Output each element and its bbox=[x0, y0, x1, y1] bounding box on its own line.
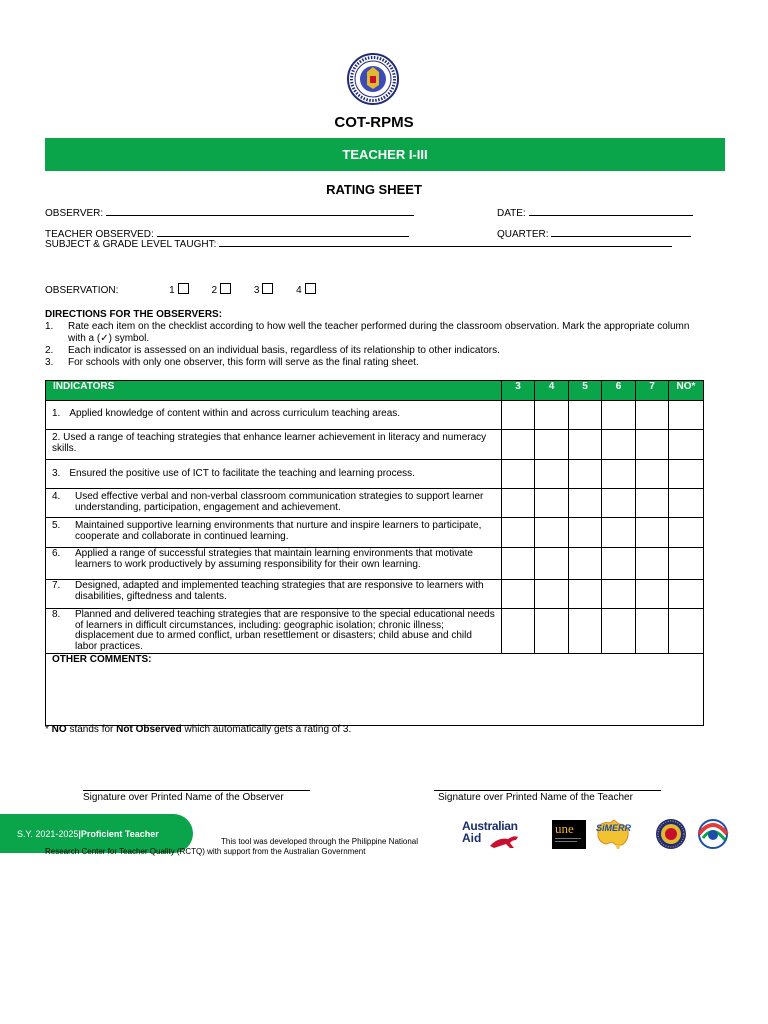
column-header-5: 5 bbox=[569, 381, 602, 401]
rating-cell[interactable] bbox=[602, 460, 636, 489]
observer-label: OBSERVER: bbox=[45, 208, 104, 219]
rating-cell[interactable] bbox=[569, 518, 602, 548]
observation-checkbox-4[interactable] bbox=[305, 283, 316, 294]
quarter-input-line[interactable] bbox=[551, 227, 691, 237]
observation-checkbox-1[interactable] bbox=[178, 283, 189, 294]
observation-option-3[interactable]: 3 bbox=[254, 283, 274, 296]
rating-cell[interactable] bbox=[502, 518, 535, 548]
rating-cell[interactable] bbox=[636, 609, 669, 654]
observation-checkbox-3[interactable] bbox=[262, 283, 273, 294]
form-title: COT-RPMS bbox=[334, 114, 414, 131]
column-header-6: 6 bbox=[602, 381, 636, 401]
rating-cell[interactable] bbox=[669, 430, 704, 460]
subject-field bbox=[45, 237, 672, 250]
observer-signature-label: Signature over Printed Name of the Observer bbox=[83, 792, 284, 803]
indicator-4: 4. Used effective verbal and non-verbal classroom communication strategies to support learner understanding, participation, engagement and achievement. bbox=[52, 491, 484, 513]
table-row bbox=[46, 401, 704, 430]
rating-cell[interactable] bbox=[502, 401, 535, 430]
rating-cell[interactable] bbox=[569, 489, 602, 518]
deped-seal-logo bbox=[336, 52, 410, 106]
rating-cell[interactable] bbox=[636, 548, 669, 580]
rating-cell[interactable] bbox=[502, 489, 535, 518]
australian-aid-logo: Australian Aid bbox=[462, 821, 538, 851]
proficiency-badge: S.Y. 2021-2025 | Proficient Teacher bbox=[0, 814, 193, 853]
observation-label: OBSERVATION: bbox=[45, 285, 119, 296]
rating-cell[interactable] bbox=[602, 609, 636, 654]
rating-cell[interactable] bbox=[669, 548, 704, 580]
direction-item-3: 3. For schools with only one observer, this form will serve as the final rating sheet. bbox=[45, 357, 419, 368]
subject-input-line[interactable] bbox=[219, 237, 672, 247]
rating-cell[interactable] bbox=[636, 430, 669, 460]
rating-cell[interactable] bbox=[569, 430, 602, 460]
table-row bbox=[46, 460, 704, 489]
indicators-header: INDICATORS bbox=[46, 381, 502, 401]
observer-signature-line[interactable] bbox=[83, 790, 310, 791]
observation-field bbox=[45, 283, 316, 296]
credit-line-2: Research Center for Teacher Quality (RCTQ) with support from the Australian Government bbox=[45, 847, 366, 856]
credit-line-1: This tool was developed through the Philippine National bbox=[221, 837, 419, 846]
rating-cell[interactable] bbox=[535, 489, 569, 518]
rating-cell[interactable] bbox=[636, 460, 669, 489]
date-field bbox=[497, 206, 693, 219]
rating-cell[interactable] bbox=[569, 609, 602, 654]
date-input-line[interactable] bbox=[529, 206, 693, 216]
rating-cell[interactable] bbox=[636, 489, 669, 518]
rating-cell[interactable] bbox=[569, 460, 602, 489]
table-row bbox=[46, 580, 704, 609]
rating-cell[interactable] bbox=[602, 548, 636, 580]
comments-row bbox=[46, 654, 704, 726]
teacher-observed-input-line[interactable] bbox=[157, 227, 409, 237]
kangaroo-icon bbox=[488, 833, 524, 849]
rating-cell[interactable] bbox=[535, 580, 569, 609]
indicator-7: 7. Designed, adapted and implemented teaching strategies that are responsive to learners with disabilities, giftedness and talents. bbox=[52, 580, 484, 602]
rating-cell[interactable] bbox=[636, 580, 669, 609]
school-year: S.Y. 2021-2025 bbox=[17, 828, 79, 839]
other-comments-box[interactable] bbox=[46, 654, 704, 726]
observer-field bbox=[45, 206, 414, 219]
indicator-5: 5. Maintained supportive learning environments that nurture and inspire learners to participate, cooperate and collaborate in continued learning. bbox=[52, 520, 482, 542]
indicator-3: 3. Ensured the positive use of ICT to facilitate the teaching and learning process. bbox=[52, 468, 415, 479]
indicator-2: 2. Used a range of teaching strategies that enhance learner achievement in literacy and numeracy skills. bbox=[52, 432, 487, 454]
rating-cell[interactable] bbox=[502, 580, 535, 609]
rating-cell[interactable] bbox=[602, 580, 636, 609]
rating-cell[interactable] bbox=[502, 460, 535, 489]
column-header-3: 3 bbox=[502, 381, 535, 401]
quarter-label: QUARTER: bbox=[497, 229, 549, 240]
observation-option-2[interactable]: 2 bbox=[211, 283, 231, 296]
rating-cell[interactable] bbox=[535, 430, 569, 460]
rating-cell[interactable] bbox=[535, 460, 569, 489]
rating-cell[interactable] bbox=[535, 401, 569, 430]
observation-option-1[interactable]: 1 bbox=[169, 283, 189, 296]
rating-cell[interactable] bbox=[569, 401, 602, 430]
teacher-signature-line[interactable] bbox=[434, 790, 661, 791]
direction-item-2: 2. Each indicator is assessed on an individual basis, regardless of its relationship to other indicators. bbox=[45, 345, 500, 356]
direction-item-1: 1. Rate each item on the checklist according to how well the teacher performed during the classroom observation. Mark the appropriate column with a (✓) symbol. bbox=[45, 321, 690, 344]
column-header-no: NO* bbox=[669, 381, 704, 401]
rating-sheet-title: RATING SHEET bbox=[326, 182, 422, 197]
table-row bbox=[46, 518, 704, 548]
rating-cell[interactable] bbox=[669, 609, 704, 654]
table-header-row bbox=[46, 381, 704, 401]
column-header-7: 7 bbox=[636, 381, 669, 401]
rctq-logo bbox=[694, 818, 732, 850]
rating-cell[interactable] bbox=[569, 580, 602, 609]
observer-input-line[interactable] bbox=[106, 206, 414, 216]
rating-cell[interactable] bbox=[602, 401, 636, 430]
teacher-level: Proficient Teacher bbox=[80, 828, 159, 839]
rating-cell[interactable] bbox=[669, 580, 704, 609]
footnote: * NO stands for Not Observed which automatically gets a rating of 3. bbox=[45, 724, 352, 735]
rating-cell[interactable] bbox=[602, 489, 636, 518]
rating-cell[interactable] bbox=[535, 609, 569, 654]
other-comments-label: OTHER COMMENTS: bbox=[52, 654, 152, 665]
teacher-observed-label: TEACHER OBSERVED: bbox=[45, 229, 154, 240]
rating-cell[interactable] bbox=[669, 489, 704, 518]
rating-cell[interactable] bbox=[502, 609, 535, 654]
university-seal-logo bbox=[653, 818, 689, 850]
une-logo: une bbox=[552, 820, 586, 849]
rating-cell[interactable] bbox=[569, 548, 602, 580]
teacher-signature-label: Signature over Printed Name of the Teacher bbox=[438, 792, 633, 803]
observation-checkbox-2[interactable] bbox=[220, 283, 231, 294]
rating-cell[interactable] bbox=[669, 518, 704, 548]
rating-cell[interactable] bbox=[602, 430, 636, 460]
rating-cell[interactable] bbox=[669, 460, 704, 489]
table-row bbox=[46, 609, 704, 654]
rating-cell[interactable] bbox=[535, 518, 569, 548]
teacher-level-banner bbox=[45, 138, 725, 171]
table-row bbox=[46, 430, 704, 460]
directions-title: DIRECTIONS FOR THE OBSERVERS: bbox=[45, 309, 223, 320]
rating-cell[interactable] bbox=[502, 548, 535, 580]
rating-cell[interactable] bbox=[636, 518, 669, 548]
indicators-table bbox=[45, 380, 704, 726]
table-row bbox=[46, 489, 704, 518]
indicator-6: 6. Applied a range of successful strategies that maintain learning environments that motivate learners to work productively by assuming responsibility for their own learning. bbox=[52, 548, 473, 570]
indicator-8: 8. Planned and delivered teaching strategies that are responsive to the special educational needs of learners in difficult circumstances, including: geographic isolation; chronic illness; displacement due to armed conflict, urban resettlement or disasters; child abuse and child labor practices. bbox=[52, 609, 495, 652]
rating-cell[interactable] bbox=[669, 401, 704, 430]
teacher-level-text: TEACHER I-III bbox=[342, 147, 428, 162]
rating-cell[interactable] bbox=[602, 518, 636, 548]
subject-label: SUBJECT & GRADE LEVEL TAUGHT: bbox=[45, 239, 217, 250]
rating-cell[interactable] bbox=[636, 401, 669, 430]
column-header-4: 4 bbox=[535, 381, 569, 401]
rating-cell[interactable] bbox=[535, 548, 569, 580]
date-label: DATE: bbox=[497, 208, 526, 219]
table-row bbox=[46, 548, 704, 580]
rating-cell[interactable] bbox=[502, 430, 535, 460]
observation-option-4[interactable]: 4 bbox=[296, 283, 316, 296]
indicator-1: 1. Applied knowledge of content within and across curriculum teaching areas. bbox=[52, 408, 401, 419]
simerr-logo: SiMERR bbox=[592, 818, 632, 850]
